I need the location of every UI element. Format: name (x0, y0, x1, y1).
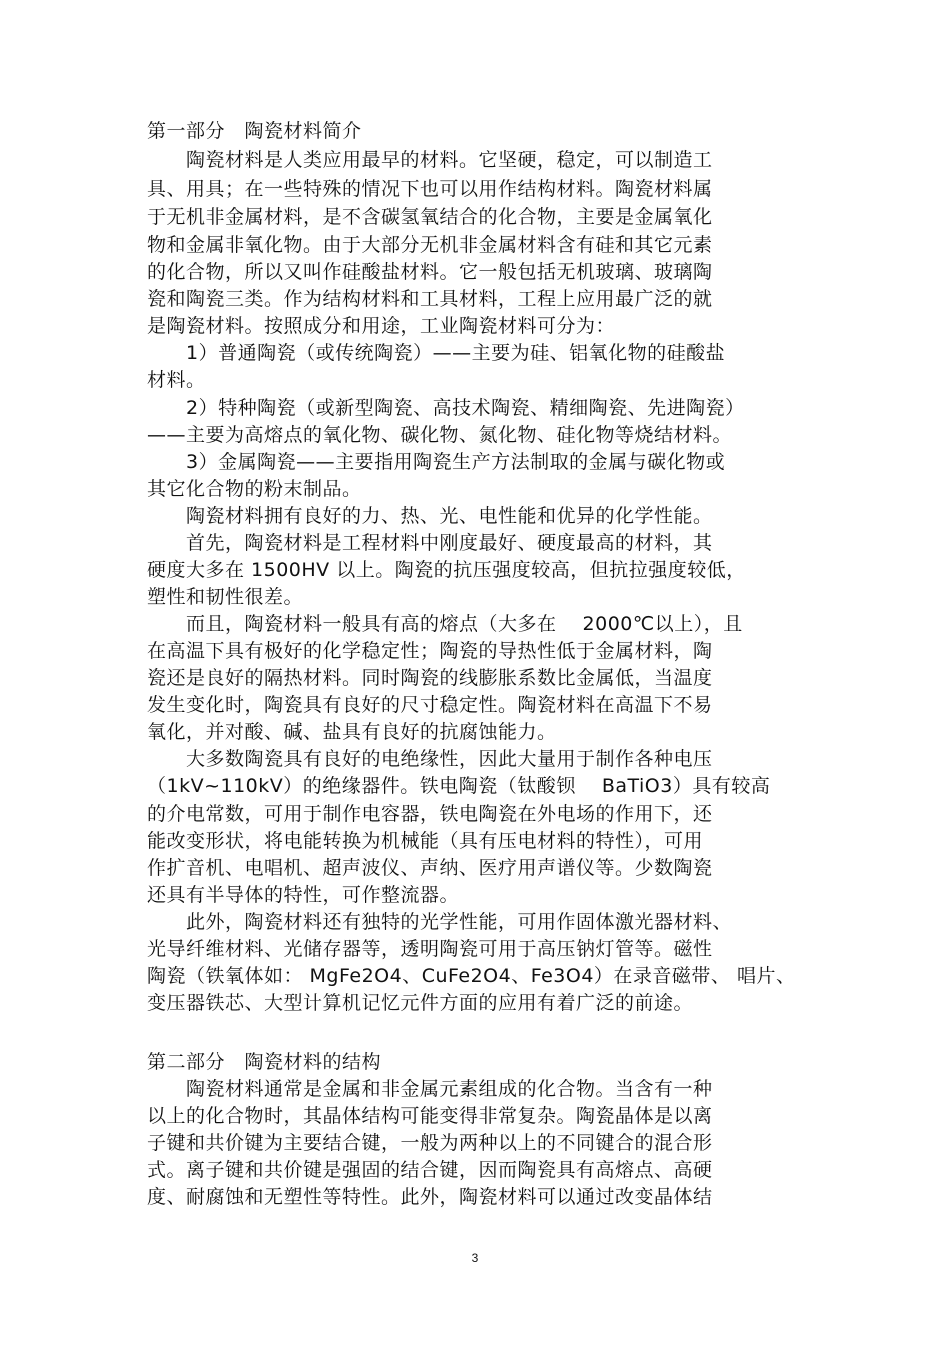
paragraph-line: 首先，陶瓷材料是工程材料中刚度最好、硬度最高的材料，其 (147, 532, 713, 554)
paragraph-line: 的介电常数，可用于制作电容器，铁电陶瓷在外电场的作用下，还 (147, 803, 713, 825)
list-item-line: 3）金属陶瓷——主要指用陶瓷生产方法制取的金属与碳化物或 (147, 451, 726, 473)
paragraph-line: 于无机非金属材料，是不含碳氢氧结合的化合物，主要是金属氧化 (147, 206, 713, 228)
paragraph-line: 能改变形状，将电能转换为机械能（具有压电材料的特性），可用 (147, 830, 704, 852)
paragraph-line: 光导纤维材料、光储存器等，透明陶瓷可用于高压钠灯管等。磁性 (147, 938, 713, 960)
paragraph-line: 陶瓷材料是人类应用最早的材料。它坚硬，稳定，可以制造工 (147, 149, 713, 171)
paragraph-line: 式。离子键和共价键是强固的结合键，因而陶瓷具有高熔点、高硬 (147, 1159, 713, 1181)
paragraph-line: 以上的化合物时，其晶体结构可能变得非常复杂。陶瓷晶体是以离 (147, 1105, 713, 1127)
paragraph-line: 发生变化时，陶瓷具有良好的尺寸稳定性。陶瓷材料在高温下不易 (147, 694, 713, 716)
section-1-heading: 第一部分 陶瓷材料简介 (147, 120, 362, 142)
list-item-line: ——主要为高熔点的氧化物、碳化物、氮化物、硅化物等烧结材料。 (147, 424, 733, 446)
paragraph-line: 的化合物，所以又叫作硅酸盐材料。它一般包括无机玻璃、玻璃陶 (147, 261, 713, 283)
paragraph-line: 塑性和韧性很差。 (147, 586, 304, 608)
paragraph-line: 氧化，并对酸、碱、盐具有良好的抗腐蚀能力。 (147, 721, 557, 743)
list-item-line: 2）特种陶瓷（或新型陶瓷、高技术陶瓷、精细陶瓷、先进陶瓷） (147, 397, 745, 419)
paragraph-line: 陶瓷材料通常是金属和非金属元素组成的化合物。当含有一种 (147, 1078, 713, 1100)
paragraph-line: 作扩音机、电唱机、超声波仪、声纳、医疗用声谱仪等。少数陶瓷 (147, 857, 713, 879)
paragraph-line: 而且，陶瓷材料一般具有高的熔点（大多在 2000℃以上），且 (147, 613, 743, 635)
paragraph-line: 具、用具；在一些特殊的情况下也可以用作结构材料。陶瓷材料属 (147, 178, 713, 200)
paragraph-line: 大多数陶瓷具有良好的电绝缘性，因此大量用于制作各种电压 (147, 748, 713, 770)
paragraph-line: 在高温下具有极好的化学稳定性；陶瓷的导热性低于金属材料，陶 (147, 640, 713, 662)
paragraph-line: 还具有半导体的特性，可作整流器。 (147, 884, 460, 906)
paragraph-line: 瓷和陶瓷三类。作为结构材料和工具材料，工程上应用最广泛的就 (147, 288, 713, 310)
paragraph-line: 硬度大多在 1500HV 以上。陶瓷的抗压强度较高，但抗拉强度较低， (147, 559, 746, 581)
paragraph-line: 陶瓷（铁氧体如： MgFe2O4、CuFe2O4、Fe3O4）在录音磁带、 唱片、 (147, 965, 796, 987)
paragraph-line: 子键和共价键为主要结合键，一般为两种以上的不同键合的混合形 (147, 1132, 713, 1154)
list-item-line: 其它化合物的粉末制品。 (147, 478, 362, 500)
paragraph-line: 物和金属非氧化物。由于大部分无机非金属材料含有硅和其它元素 (147, 234, 713, 256)
section-2-heading: 第二部分 陶瓷材料的结构 (147, 1051, 382, 1073)
paragraph-line: 此外，陶瓷材料还有独特的光学性能，可用作固体激光器材料、 (147, 911, 733, 933)
paragraph-line: （1kV~110kV）的绝缘器件。铁电陶瓷（钛酸钡 BaTiO3）具有较高 (147, 775, 771, 797)
paragraph-line: 变压器铁芯、大型计算机记忆元件方面的应用有着广泛的前途。 (147, 992, 694, 1014)
list-item-line: 1）普通陶瓷（或传统陶瓷）——主要为硅、铝氧化物的硅酸盐 (147, 342, 726, 364)
paragraph-line: 是陶瓷材料。按照成分和用途，工业陶瓷材料可分为： (147, 315, 616, 337)
paragraph-line: 度、耐腐蚀和无塑性等特性。此外，陶瓷材料可以通过改变晶体结 (147, 1186, 713, 1208)
list-item-line: 材料。 (147, 369, 206, 391)
paragraph-line: 陶瓷材料拥有良好的力、热、光、电性能和优异的化学性能。 (147, 505, 713, 527)
paragraph-line: 瓷还是良好的隔热材料。同时陶瓷的线膨胀系数比金属低，当温度 (147, 667, 713, 689)
page-number: 3 (471, 1251, 479, 1265)
